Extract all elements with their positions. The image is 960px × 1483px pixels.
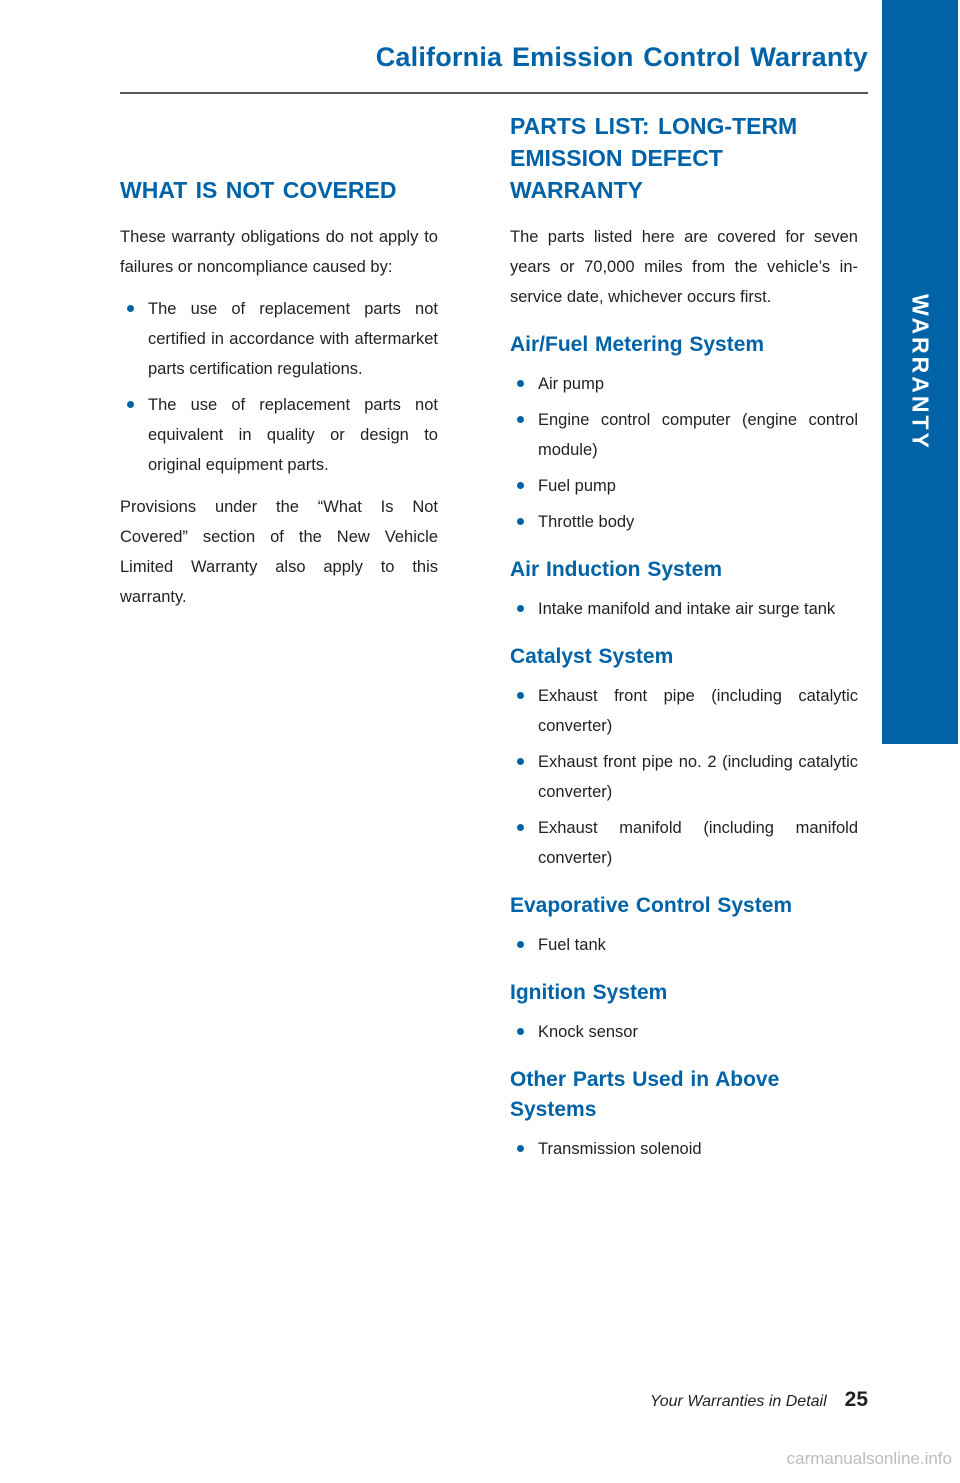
side-tab-label: WARRANTY bbox=[907, 293, 934, 451]
not-covered-outro-paragraph: Provisions under the “What Is Not Covered” section of the New Vehicle Limited Warranty also apply to this warranty. bbox=[120, 498, 438, 606]
not-covered-intro-paragraph: These warranty obligations do not apply to failures or noncompliance caused by: bbox=[120, 228, 438, 276]
parts-list bbox=[510, 681, 858, 873]
bullet-item: The use of replacement parts not equivalent in quality or design to original equipment parts. bbox=[120, 390, 438, 480]
bullet-item: Throttle body bbox=[510, 507, 858, 537]
parts-list bbox=[510, 1134, 858, 1164]
parts-list bbox=[510, 594, 858, 624]
bullet-item: Exhaust front pipe no. 2 (including catalytic converter) bbox=[510, 747, 858, 807]
parts-sections bbox=[510, 330, 858, 1164]
parts-list bbox=[510, 1017, 858, 1047]
subsection-heading: Other Parts Used in Above Systems bbox=[510, 1068, 780, 1121]
bullet-item: Engine control computer (engine control module) bbox=[510, 405, 858, 465]
warranty-side-tab bbox=[882, 0, 958, 744]
title-divider bbox=[120, 92, 868, 94]
bullet-item: Intake manifold and intake air surge tank bbox=[510, 594, 858, 624]
bullet-item: Transmission solenoid bbox=[510, 1134, 858, 1164]
not-covered-list bbox=[120, 294, 438, 480]
bullet-item: Fuel pump bbox=[510, 471, 858, 501]
bullet-item: The use of replacement parts not certified in accordance with aftermarket parts certification regulations. bbox=[120, 294, 438, 384]
subsection-heading: Air Induction System bbox=[510, 558, 723, 581]
bullet-item: Exhaust manifold (including manifold converter) bbox=[510, 813, 858, 873]
subsection-heading: Evaporative Control System bbox=[510, 894, 793, 917]
watermark: carmanualsonline.info bbox=[786, 1449, 952, 1468]
parts-list-intro-paragraph: The parts listed here are covered for seven years or 70,000 miles from the vehicle’s in-service date, whichever occurs first. bbox=[510, 228, 858, 306]
subsection-heading: Ignition System bbox=[510, 981, 668, 1004]
parts-list bbox=[510, 930, 858, 960]
footer-caption: Your Warranties in Detail bbox=[649, 1393, 827, 1410]
left-column bbox=[120, 174, 438, 624]
section-heading-what-is-not-covered: WHAT IS NOT COVERED bbox=[120, 177, 397, 203]
bullet-item: Air pump bbox=[510, 369, 858, 399]
bullet-item: Fuel tank bbox=[510, 930, 858, 960]
right-column bbox=[510, 110, 858, 1176]
page-title: California Emission Control Warranty bbox=[375, 42, 868, 72]
section-heading-parts-list: PARTS LIST: LONG-TERM EMISSION DEFECT WARRANTY bbox=[510, 113, 798, 203]
parts-list bbox=[510, 369, 858, 537]
bullet-item: Knock sensor bbox=[510, 1017, 858, 1047]
subsection-heading: Catalyst System bbox=[510, 645, 674, 668]
page-footer bbox=[120, 1388, 868, 1412]
page-number: 25 bbox=[844, 1388, 868, 1411]
bullet-item: Exhaust front pipe (including catalytic converter) bbox=[510, 681, 858, 741]
subsection-heading: Air/Fuel Metering System bbox=[510, 333, 765, 356]
